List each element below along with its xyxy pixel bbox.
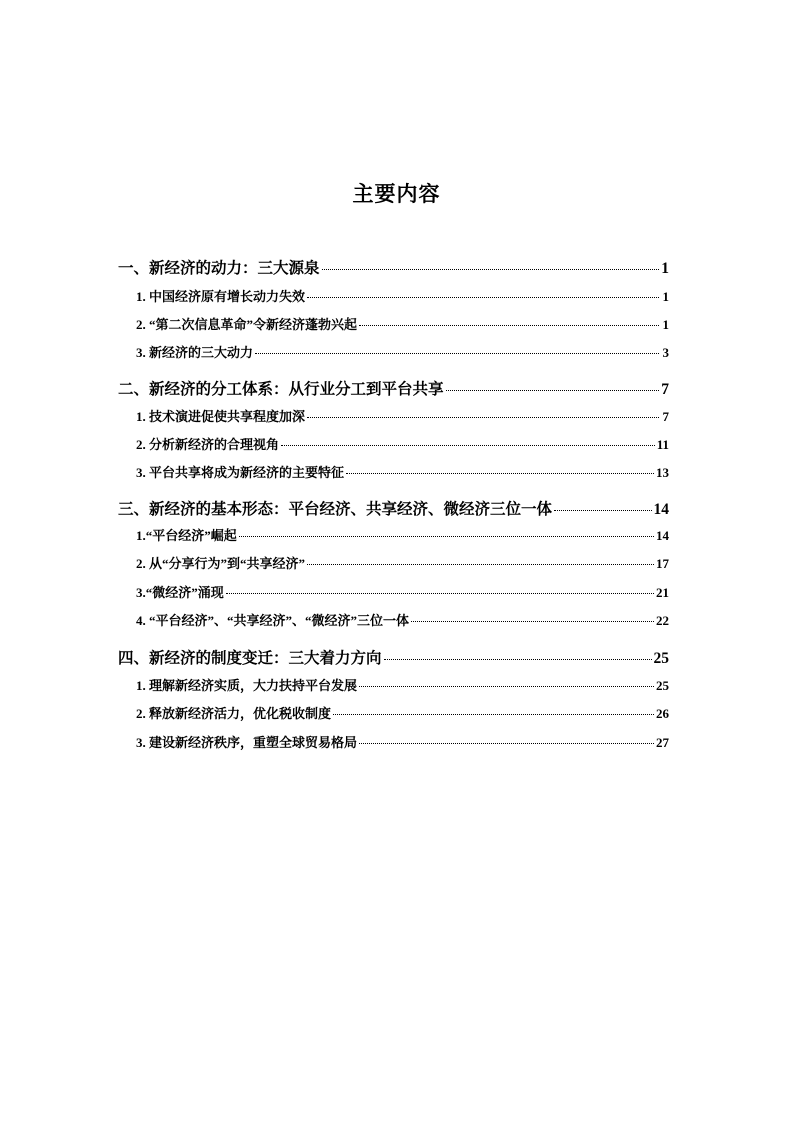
toc-subsection[interactable]	[136, 434, 669, 453]
toc-section[interactable]	[118, 497, 669, 519]
toc-subsection[interactable]	[136, 342, 669, 361]
toc-subsection[interactable]	[136, 675, 669, 694]
toc-page-number: 21	[656, 585, 669, 600]
toc-page-number: 11	[656, 437, 669, 452]
toc-page-number: 13	[656, 465, 669, 480]
toc-entry-label: 一、新经济的动力：三大源泉	[118, 260, 320, 277]
toc-entry-label: 1. 理解新经济实质，大力扶持平台发展	[136, 678, 358, 693]
dot-leader	[281, 445, 655, 446]
toc-page-number: 1	[662, 289, 669, 304]
toc-page-number: 7	[661, 381, 669, 398]
dot-leader	[359, 325, 659, 326]
dot-leader	[226, 593, 654, 594]
dot-leader	[359, 743, 654, 744]
dot-leader	[346, 473, 654, 474]
toc-page-number: 25	[653, 650, 669, 667]
toc-entry-label: 3.“微经济”涌现	[136, 585, 224, 600]
toc-subsection[interactable]	[136, 286, 669, 305]
toc-entry-label: 2. 释放新经济活力，优化税收制度	[136, 706, 332, 721]
toc-entry-label: 2. 分析新经济的合理视角	[136, 437, 280, 452]
dot-leader	[411, 621, 654, 622]
toc-section[interactable]	[118, 256, 669, 278]
toc-subsection[interactable]	[136, 314, 669, 333]
toc-subsection[interactable]	[136, 406, 669, 425]
toc-page-number: 3	[662, 345, 669, 360]
toc-subsection[interactable]	[136, 610, 669, 629]
toc-subsection[interactable]	[136, 462, 669, 481]
toc-subsection[interactable]	[136, 703, 669, 722]
dot-leader	[333, 714, 654, 715]
toc-page-number: 26	[656, 706, 669, 721]
toc-subsection[interactable]	[136, 582, 669, 601]
toc-subsection[interactable]	[136, 525, 669, 544]
toc-subsection[interactable]	[136, 553, 669, 572]
dot-leader	[359, 686, 654, 687]
toc-page-number: 27	[656, 735, 669, 750]
toc-section[interactable]	[118, 377, 669, 399]
toc-page-number: 1	[661, 260, 669, 277]
dot-leader	[554, 510, 651, 511]
dot-leader	[255, 353, 659, 354]
toc-page-number: 17	[656, 556, 669, 571]
page-title: 主要内容	[352, 182, 441, 206]
dot-leader	[384, 659, 652, 660]
toc-entry-label: 三、新经济的基本形态：平台经济、共享经济、微经济三位一体	[118, 501, 553, 518]
dot-leader	[307, 297, 659, 298]
dot-leader	[446, 390, 659, 391]
toc-entry-label: 二、新经济的分工体系：从行业分工到平台共享	[118, 381, 444, 398]
toc-subsection[interactable]	[136, 732, 669, 751]
toc-entry-label: 1. 中国经济原有增长动力失效	[136, 289, 306, 304]
toc-entry-label: 3. 新经济的三大动力	[136, 345, 254, 360]
toc-entry-label: 4. “平台经济”、“共享经济”、“微经济”三位一体	[136, 613, 410, 628]
toc-page-number: 14	[653, 501, 669, 518]
toc-page-number: 7	[662, 409, 669, 424]
toc-page-number: 25	[656, 678, 669, 693]
toc-page-number: 14	[656, 528, 669, 543]
toc-entry-label: 3. 平台共享将成为新经济的主要特征	[136, 465, 345, 480]
toc-entry-label: 1.“平台经济”崛起	[136, 528, 237, 543]
toc-entry-label: 1. 技术演进促使共享程度加深	[136, 409, 306, 424]
dot-leader	[239, 536, 654, 537]
toc-page-number: 22	[656, 613, 669, 628]
toc-entry-label: 2. 从“分享行为”到“共享经济”	[136, 556, 306, 571]
toc-entry-label: 2. “第二次信息革命”令新经济蓬勃兴起	[136, 317, 358, 332]
dot-leader	[322, 269, 659, 270]
toc-section[interactable]	[118, 646, 669, 668]
dot-leader	[307, 564, 654, 565]
toc-entry-label: 四、新经济的制度变迁：三大着力方向	[118, 650, 382, 667]
toc-entry-label: 3. 建设新经济秩序，重塑全球贸易格局	[136, 735, 358, 750]
toc-page-number: 1	[662, 317, 669, 332]
dot-leader	[307, 417, 659, 418]
